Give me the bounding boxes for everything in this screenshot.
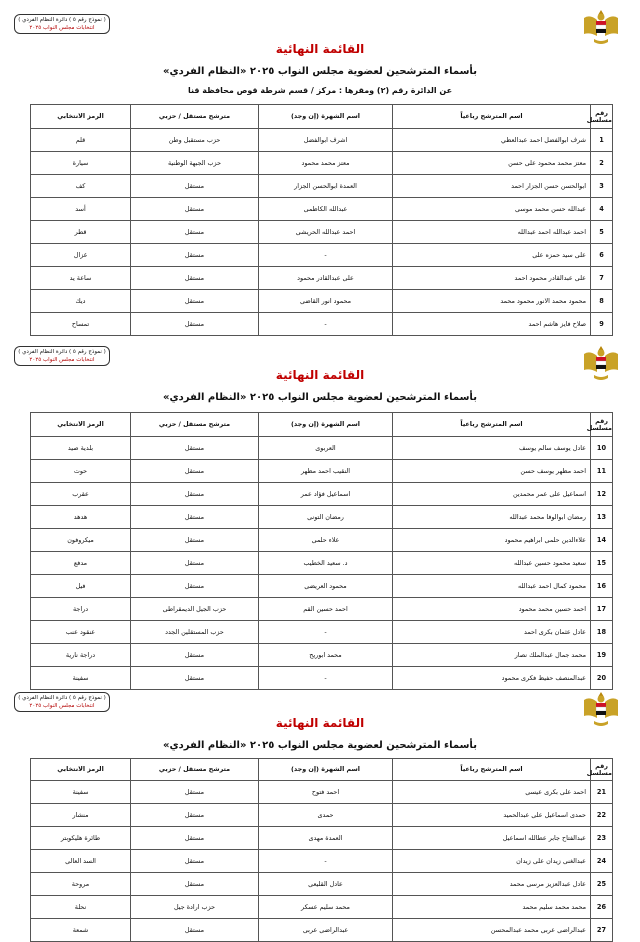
cell-num: 8 [591,290,613,313]
cell-name: معتز محمد محمود على حسن [393,152,591,175]
cell-num: 24 [591,850,613,873]
cell-name: عادل يوسف سالم يوسف [393,437,591,460]
form-label-box [14,346,110,366]
list-page-3 [0,688,640,942]
cell-alias: اشرف ابوالفضل [259,129,393,152]
cell-alias: رمضان التونى [259,506,393,529]
header-symbol: الرمز الانتخابي [31,413,131,437]
header-type: مترشح مستقل / حزبي [131,759,259,781]
table-header-row [31,759,613,781]
table-row [31,267,613,290]
cell-type: مستقل [131,552,259,575]
cell-alias: محمود العريضى [259,575,393,598]
table-header-row [31,413,613,437]
cell-type: مستقل [131,575,259,598]
form-label-line1: ( نموذج رقم ٥ ) دائرة النظام الفردي ) [18,349,106,355]
table-row [31,198,613,221]
cell-alias: عبدالراضى عربى [259,919,393,942]
cell-num: 6 [591,244,613,267]
table-row [31,644,613,667]
cell-type: مستقل [131,919,259,942]
cell-alias: عادل القليعى [259,873,393,896]
cell-alias: احمد عبدالله الحريشى [259,221,393,244]
form-label-box [14,14,110,34]
table-row [31,152,613,175]
cell-name: على عبدالقادر محمود احمد [393,267,591,290]
form-label-line2: انتخابات مجلس النواب ٢٠٢٥ [29,25,95,31]
cell-type: حزب الجيل الديمقراطى [131,598,259,621]
cell-symbol: قطر [31,221,131,244]
table-row [31,575,613,598]
cell-alias: العمدة ابوالحسن الجزار [259,175,393,198]
cell-num: 25 [591,873,613,896]
cell-name: محمد جمال عبدالملك نصار [393,644,591,667]
table-row [31,598,613,621]
cell-num: 1 [591,129,613,152]
cell-name: محمد محمد سليم محمد [393,896,591,919]
table-header-row [31,105,613,129]
cell-symbol: سيارة [31,152,131,175]
cell-name: عبدالفتاح جابر عطالله اسماعيل [393,827,591,850]
cell-alias: - [259,850,393,873]
cell-alias: علاء حلمى [259,529,393,552]
table-row [31,290,613,313]
cell-num: 11 [591,460,613,483]
cell-symbol: مروحة [31,873,131,896]
page-subtitle: بأسماء المترشحين لعضوية مجلس النواب ٢٠٢٥ «النظام الفردي» [163,392,477,403]
cell-alias: محمد سليم عسكر [259,896,393,919]
cell-type: مستقل [131,850,259,873]
list-page-2 [0,342,640,687]
table-body [31,129,613,336]
table-row [31,506,613,529]
header-num: رقم مسلسل [591,105,613,129]
cell-alias: النقيب احمد مظهر [259,460,393,483]
cell-name: محمود كمال احمد عبدالله [393,575,591,598]
cell-symbol: منشار [31,804,131,827]
cell-num: 19 [591,644,613,667]
cell-symbol: كف [31,175,131,198]
cell-name: عبدالله حسن محمد موسى [393,198,591,221]
header-name: اسم المترشح رباعياً [393,105,591,129]
cell-type: مستقل [131,290,259,313]
cell-num: 12 [591,483,613,506]
cell-name: احمد حسين محمد محمود [393,598,591,621]
cell-type: مستقل [131,529,259,552]
cell-symbol: مدفع [31,552,131,575]
cell-alias: عبدالله الكاظمى [259,198,393,221]
cell-alias: العربوى [259,437,393,460]
cell-symbol: نحلة [31,896,131,919]
cell-alias: اسماعيل فؤاد عمر [259,483,393,506]
cell-symbol: غزال [31,244,131,267]
header-num: رقم مسلسل [591,759,613,781]
cell-name: علاءالدين حلمى ابراهيم محمود [393,529,591,552]
cell-symbol: طائرة هليكوبتر [31,827,131,850]
list-page-1 [0,0,640,340]
header-type: مترشح مستقل / حزبي [131,105,259,129]
cell-alias: - [259,621,393,644]
cell-symbol: ميكروفون [31,529,131,552]
cell-type: حزب مستقبل وطن [131,129,259,152]
header-alias: اسم الشهرة (إن وجد) [259,105,393,129]
form-label-line2: انتخابات مجلس النواب ٢٠٢٥ [29,357,95,363]
form-label-line1: ( نموذج رقم ٥ ) دائرة النظام الفردي ) [18,17,106,23]
table-row [31,667,613,690]
header-type: مترشح مستقل / حزبي [131,413,259,437]
table-row [31,437,613,460]
page-title: القائمة النهائية [275,716,365,730]
candidates-table [30,758,613,942]
form-label-box [14,692,110,712]
cell-name: عادل عبدالعزيز مرسى محمد [393,873,591,896]
cell-symbol: أسد [31,198,131,221]
table-body [31,781,613,942]
candidates-table [30,412,613,690]
cell-alias: د. سعيد الخطيب [259,552,393,575]
cell-symbol: دراجة نارية [31,644,131,667]
page-title: القائمة النهائية [275,42,365,56]
cell-num: 4 [591,198,613,221]
cell-num: 9 [591,313,613,336]
cell-type: مستقل [131,873,259,896]
header-name: اسم المترشح رباعياً [393,413,591,437]
cell-num: 23 [591,827,613,850]
form-label-line1: ( نموذج رقم ٥ ) دائرة النظام الفردي ) [18,695,106,701]
cell-type: مستقل [131,221,259,244]
cell-type: مستقل [131,267,259,290]
cell-alias: محمود انور القاضى [259,290,393,313]
cell-num: 10 [591,437,613,460]
cell-num: 15 [591,552,613,575]
cell-alias: - [259,667,393,690]
cell-num: 5 [591,221,613,244]
cell-num: 13 [591,506,613,529]
cell-type: مستقل [131,667,259,690]
page-subtitle: بأسماء المترشحين لعضوية مجلس النواب ٢٠٢٥ «النظام الفردي» [163,66,477,77]
cell-type: مستقل [131,175,259,198]
cell-type: مستقل [131,644,259,667]
cell-alias: حمدى [259,804,393,827]
cell-num: 7 [591,267,613,290]
cell-symbol: عقرب [31,483,131,506]
cell-type: مستقل [131,483,259,506]
cell-name: محمود محمد الانور محمود محمد [393,290,591,313]
cell-name: احمد مظهر يوسف حسن [393,460,591,483]
cell-name: عبدالغنى زيدان على زيدان [393,850,591,873]
header-symbol: الرمز الانتخابي [31,105,131,129]
cell-alias: محمد ابوريح [259,644,393,667]
page-subtitle: بأسماء المترشحين لعضوية مجلس النواب ٢٠٢٥ «النظام الفردي» [163,740,477,751]
page-title: القائمة النهائية [275,368,365,382]
cell-type: حزب المستقلين الجدد [131,621,259,644]
table-row [31,781,613,804]
table-body [31,437,613,690]
cell-symbol: هدهد [31,506,131,529]
cell-name: شرف ابوالفضل احمد عبدالعظي [393,129,591,152]
cell-alias: العمدة مهدى [259,827,393,850]
cell-name: سعيد محمود حسين عبدالله [393,552,591,575]
table-row [31,529,613,552]
cell-name: رمضان ابوالوفا محمد عبدالله [393,506,591,529]
cell-name: صلاح فايز هاشم احمد [393,313,591,336]
table-row [31,552,613,575]
cell-symbol: سفينة [31,667,131,690]
cell-name: عبدالمنصف حفيظ فكرى محمود [393,667,591,690]
header-alias: اسم الشهرة (إن وجد) [259,759,393,781]
cell-symbol: السد العالى [31,850,131,873]
cell-alias: معتز محمد محمود [259,152,393,175]
cell-type: مستقل [131,460,259,483]
cell-type: مستقل [131,804,259,827]
cell-name: ابوالحسن حسن الجزار احمد [393,175,591,198]
cell-num: 14 [591,529,613,552]
cell-name: عبدالراضى عربى محمد عبدالمحسن [393,919,591,942]
cell-name: حمدى اسماعيل على عبدالحميد [393,804,591,827]
cell-name: احمد عبدالله احمد عبدالله [393,221,591,244]
table-row [31,244,613,267]
cell-name: على سيد حمزه على [393,244,591,267]
table-row [31,827,613,850]
table-row [31,896,613,919]
cell-symbol: قلم [31,129,131,152]
cell-alias: احمد حسين القم [259,598,393,621]
cell-name: عادل عثمان بكرى احمد [393,621,591,644]
cell-alias: - [259,313,393,336]
cell-type: مستقل [131,437,259,460]
cell-symbol: دراجة [31,598,131,621]
form-label-line2: انتخابات مجلس النواب ٢٠٢٥ [29,703,95,709]
cell-alias: احمد فتوح [259,781,393,804]
cell-num: 2 [591,152,613,175]
table-row [31,129,613,152]
cell-symbol: بلدية صيد [31,437,131,460]
header-alias: اسم الشهرة (إن وجد) [259,413,393,437]
cell-type: مستقل [131,827,259,850]
cell-type: مستقل [131,198,259,221]
table-row [31,313,613,336]
cell-symbol: عنقود عنب [31,621,131,644]
table-row [31,873,613,896]
cell-name: اسماعيل على عمر محمدين [393,483,591,506]
cell-num: 21 [591,781,613,804]
table-row [31,621,613,644]
candidates-table [30,104,613,336]
table-row [31,221,613,244]
cell-alias: على عبدالقادر محمود [259,267,393,290]
cell-num: 3 [591,175,613,198]
cell-type: مستقل [131,313,259,336]
cell-symbol: فيل [31,575,131,598]
cell-type: مستقل [131,244,259,267]
cell-symbol: ديك [31,290,131,313]
cell-type: حزب ارادة جيل [131,896,259,919]
cell-num: 20 [591,667,613,690]
header-symbol: الرمز الانتخابي [31,759,131,781]
cell-symbol: حوت [31,460,131,483]
cell-type: مستقل [131,781,259,804]
header-num: رقم مسلسل [591,413,613,437]
cell-symbol: سفينة [31,781,131,804]
cell-num: 27 [591,919,613,942]
district-line: عن الدائرة رقم (٢) ومقرها : مركز / قسم شرطة قوص محافظة قنا [187,86,453,95]
cell-symbol: شمعة [31,919,131,942]
cell-num: 17 [591,598,613,621]
cell-name: احمد على بكرى عيسى [393,781,591,804]
cell-alias: - [259,244,393,267]
cell-num: 16 [591,575,613,598]
header-name: اسم المترشح رباعياً [393,759,591,781]
cell-num: 22 [591,804,613,827]
cell-num: 26 [591,896,613,919]
cell-type: مستقل [131,506,259,529]
table-row [31,804,613,827]
cell-num: 18 [591,621,613,644]
cell-type: حزب الجبهة الوطنية [131,152,259,175]
cell-symbol: تمساح [31,313,131,336]
table-row [31,483,613,506]
cell-symbol: ساعة يد [31,267,131,290]
table-row [31,460,613,483]
table-row [31,919,613,942]
table-row [31,175,613,198]
table-row [31,850,613,873]
